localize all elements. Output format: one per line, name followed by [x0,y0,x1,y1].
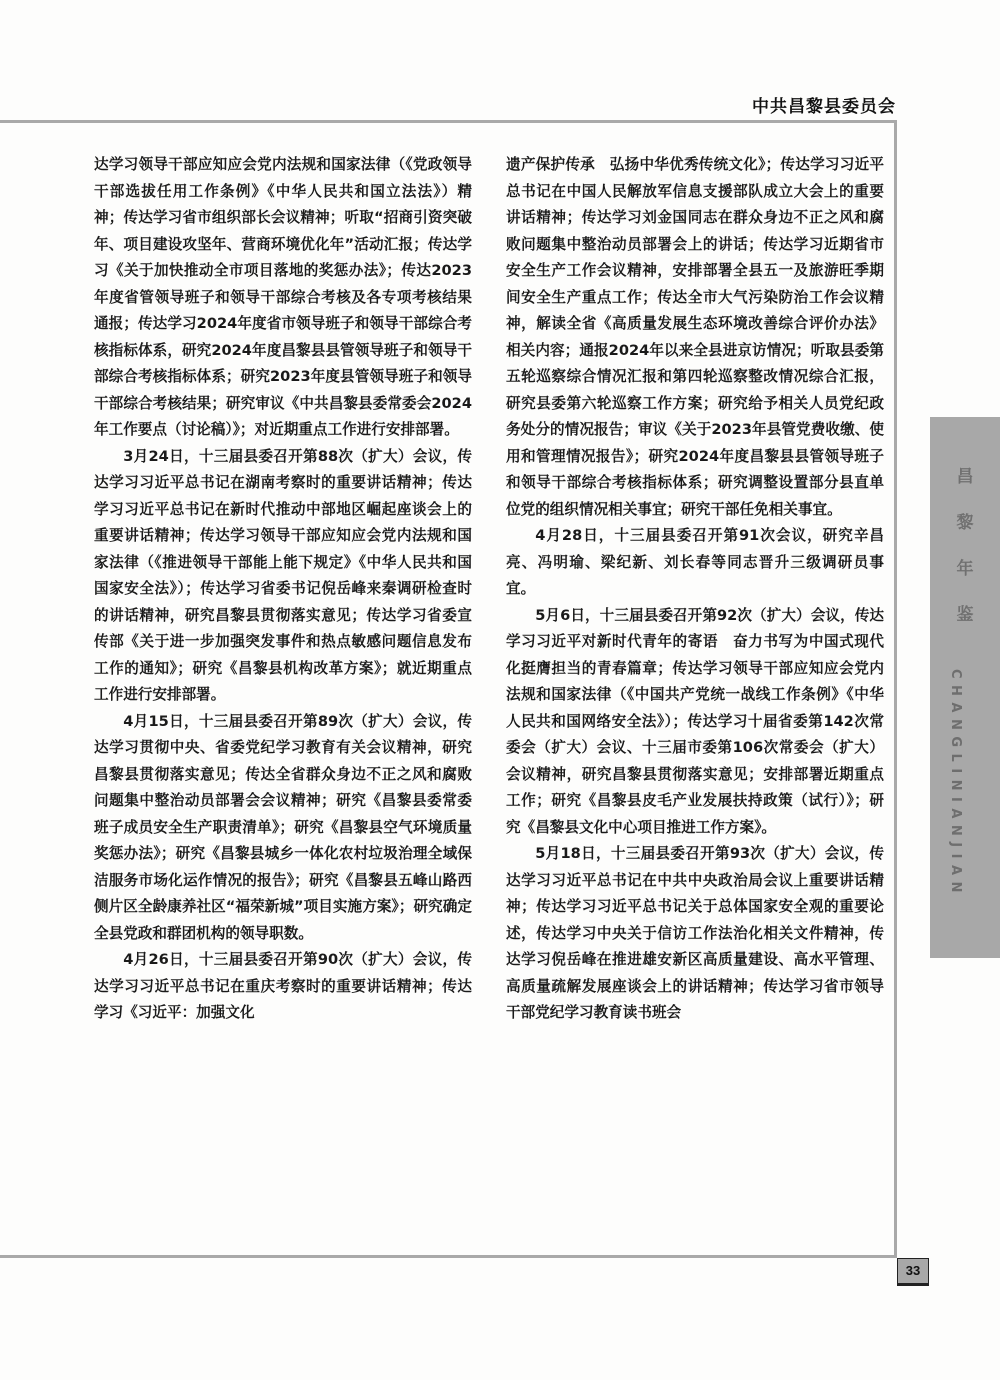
side-tab-char: 黎 [956,513,974,533]
paragraph: 达学习领导干部应知应会党内法规和国家法律（《党政领导干部选拔任用工作条例》《中华人民共和国立法法》）精神；传达学习省市组织部长会议精神；听取“招商引资突破年、项目建设攻坚年、营商环境优化年”活动汇报；传达学习《关于加快推动全市项目落地的奖惩办法》；传达2023年度省管领导班子和领导干部综合考核及各专项考核结果通报；传达学习2024年度省市领导班子和领导干部综合考核指标体系，研究2024年度昌黎县县管领导班子和领导干部综合考核指标体系；研究2023年度县管领导班子和领导干部综合考核结果；研究审议《中共昌黎县委常委会2024年工作要点（讨论稿）》；对近期重点工作进行安排部署。 [94,156,472,438]
paragraph: 4月26日，十三届县委召开第90次（扩大）会议，传达学习习近平总书记在重庆考察时的重要讲话精神；传达学习《习近平：加强文化 [94,951,472,1021]
paragraph: 5月18日，十三届县委召开第93次（扩大）会议，传达学习习近平总书记在中共中央政治局会议上重要讲话精神；传达学习习近平总书记关于总体国家安全观的重要论述，传达学习中央关于信访工作法治化相关文件精神，传达学习倪岳峰在推进雄安新区高质量建设、高水平管理、高质量疏解发展座谈会上的讲话精神；传达学习省市领导干部党纪学习教育读书班会 [506,845,884,1021]
frame-bottom-rule [0,1255,897,1258]
right-text-column [506,152,884,1027]
page-number: 33 [897,1258,929,1286]
yearbook-side-tab [930,417,1000,958]
side-tab-char: 昌 [956,467,974,487]
paragraph: 5月6日，十三届县委召开第92次（扩大）会议，传达学习习近平对新时代青年的寄语 奋力书写为中国式现代化挺膺担当的青春篇章；传达学习领导干部应知应会党内法规和国家法律（《中国共产党统一战线工作条例》《中华人民共和国网络安全法》）；传达学习十届省委第142次常委会（扩大）会议、十三届市委第106次常委会（扩大）会议精神，研究昌黎县贯彻落实意见；安排部署近期重点工作；研究《昌黎县皮毛产业发展扶持政策（试行）》；研究《昌黎县文化中心项目推进工作方案》。 [506,606,884,836]
running-header-title: 中共昌黎县委员会 [752,97,896,117]
paragraph: 4月15日，十三届县委召开第89次（扩大）会议，传达学习贯彻中央、省委党纪学习教育有关会议精神，研究昌黎县贯彻落实意见；传达全省群众身边不正之风和腐败问题集中整治动员部署会会议精神；研究《昌黎县委常委班子成员安全生产职责清单》；研究《昌黎县空气环境质量奖惩办法》；研究《昌黎县城乡一体化农村垃圾治理全域保洁服务市场化运作情况的报告》；研究《昌黎县五峰山路西侧片区全龄康养社区“福荣新城”项目实施方案》；研究确定全县党政和群团机构的领导职数。 [94,712,472,942]
frame-top-rule [0,120,897,123]
side-tab-pinyin-title: CHANGLINIANJIAN [948,669,963,899]
left-text-column [94,152,472,1027]
frame-right-rule [894,120,897,1258]
side-tab-chinese-title [930,465,1000,649]
side-tab-char: 鉴 [956,605,974,625]
paragraph: 遗产保护传承 弘扬中华优秀传统文化》；传达学习习近平总书记在中国人民解放军信息支援部队成立大会上的重要讲话精神；传达学习刘金国同志在群众身边不正之风和腐败问题集中整治动员部署会上的讲话；传达学习近期省市安全生产工作会议精神，安排部署全县五一及旅游旺季期间安全生产重点工作；传达全市大气污染防治工作会议精神，解读全省《高质量发展生态环境改善综合评价办法》相关内容；通报2024年以来全县进京访情况；听取县委第五轮巡察综合情况汇报和第四轮巡察整改情况综合汇报，研究县委第六轮巡察工作方案；研究给予相关人员党纪政务处分的情况报告；审议《关于2023年县管党费收缴、使用和管理情况报告》；研究2024年度昌黎县县管领导班子和领导干部综合考核指标体系；研究调整设置部分县直单位党的组织情况相关事宜；研究干部任免相关事宜。 [506,156,884,518]
paragraph: 3月24日，十三届县委召开第88次（扩大）会议，传达学习习近平总书记在湖南考察时的重要讲话精神；传达学习习近平总书记在新时代推动中部地区崛起座谈会上的重要讲话精神；传达学习领导干部应知应会党内法规和国家法律（《推进领导干部能上能下规定》《中华人民共和国国家安全法》）；传达学习省委书记倪岳峰来秦调研检查时的讲话精神，研究昌黎县贯彻落实意见；传达学习省委宣传部《关于进一步加强突发事件和热点敏感问题信息发布工作的通知》；研究《昌黎县机构改革方案》；就近期重点工作进行安排部署。 [94,447,472,703]
side-tab-char: 年 [956,559,974,579]
paragraph: 4月28日，十三届县委召开第91次会议，研究辛昌亮、冯明瑜、梁纪新、刘长春等同志晋升三级调研员事宜。 [506,527,884,597]
